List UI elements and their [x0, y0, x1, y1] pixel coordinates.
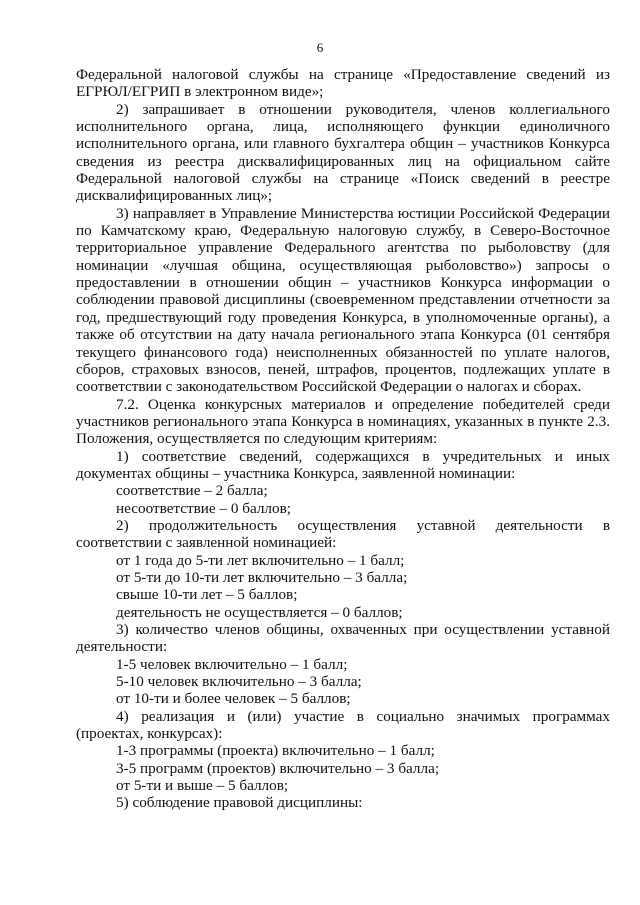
- list-item: от 10-ти и более человек – 5 баллов;: [116, 690, 351, 708]
- paragraph: 5) соблюдение правовой дисциплины:: [116, 794, 363, 812]
- list-item: 3-5 программ (проектов) включительно – 3 балла;: [116, 759, 440, 777]
- paragraph: 2) продолжительность осуществления уставной деятельности в соответствии с заявленной номинацией:: [76, 516, 610, 552]
- list-item: 1-3 программы (проекта) включительно – 1 балл;: [116, 742, 435, 760]
- paragraph: 2) запрашивает в отношении руководителя, членов коллегиального исполнительного органа, лица, исполняющего функции единоличного исполнительного органа, или главного бухгалтера общин – участников Конкурса сведения из реестра дисквалифицированных лиц на официальном сайте Федеральной налоговой службы на странице «Поиск сведений в реестре дисквалифицированных лиц»;: [76, 100, 610, 205]
- list-item: от 5-ти и выше – 5 баллов;: [116, 777, 289, 795]
- list-item: от 1 года до 5-ти лет включительно – 1 балл;: [116, 551, 405, 569]
- list-item: 1-5 человек включительно – 1 балл;: [116, 655, 348, 673]
- list-item: свыше 10-ти лет – 5 баллов;: [116, 586, 298, 604]
- paragraph: 3) направляет в Управление Министерства юстиции Российской Федерации по Камчатскому краю, Федеральную налоговую службу, в Северо-Восточное территориальное управление Федерального агентства по рыболовству (для номинации «лучшая община, осуществляющая рыболовство») запросы о предоставлении в отношении общин – участников Конкурса информации о соблюдении правовой дисциплины (своевременном представлении отчетности за год, предшествующий году проведения Конкурса, в уполномоченные органы), а также об отсутствии на дату начала регионального этапа Конкурса (01 сентября текущего финансового года) неисполненных обязанностей по уплате налогов, сборов, страховых взносов, пеней, штрафов, процентов, подлежащих уплате в соответствии с законодательством Российской Федерации о налогах и сборах.: [76, 204, 610, 396]
- paragraph: Федеральной налоговой службы на странице «Предоставление сведений из ЕГРЮЛ/ЕГРИП в электронном виде»;: [76, 66, 610, 101]
- list-item: 5-10 человек включительно – 3 балла;: [116, 673, 362, 691]
- paragraph: 7.2. Оценка конкурсных материалов и определение победителей среди участников регионального этапа Конкурса в номинациях, указанных в пункте 2.3. Положения, осуществляется по следующим критериям:: [76, 395, 610, 448]
- paragraph: 1) соответствие сведений, содержащихся в учредительных и иных документах общины – участника Конкурса, заявленной номинации:: [76, 447, 610, 482]
- list-item: деятельность не осуществляется – 0 баллов;: [116, 603, 403, 621]
- paragraph: 3) количество членов общины, охваченных при осуществлении уставной деятельности:: [76, 621, 610, 656]
- list-item: соответствие – 2 балла;: [116, 482, 268, 500]
- paragraph: 4) реализация и (или) участие в социально значимых программах (проектах, конкурсах):: [76, 707, 610, 743]
- page-number: 6: [316, 40, 324, 55]
- list-item: несоответствие – 0 баллов;: [116, 499, 291, 517]
- list-item: от 5-ти до 10-ти лет включительно – 3 балла;: [116, 568, 408, 586]
- body-text: [76, 66, 610, 812]
